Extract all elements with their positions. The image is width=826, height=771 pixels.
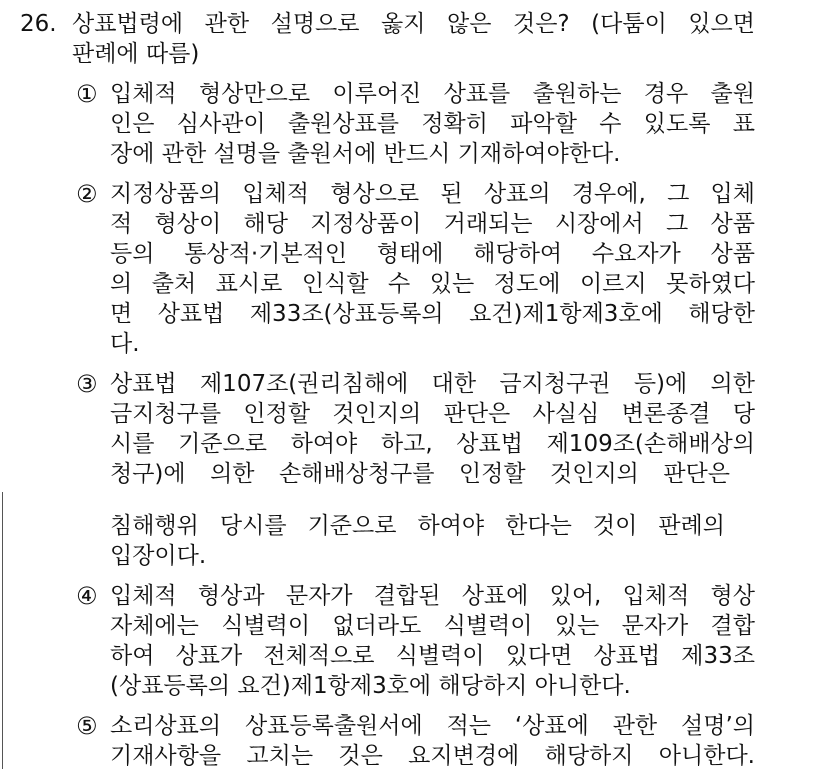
option-text-line: 면 상표법 제33조(상표등록의 요건)제1항제3호에 해당한 xyxy=(110,301,755,327)
option-text-line: 상표법 제107조(권리침해에 대한 금지청구권 등)에 의한 xyxy=(110,371,755,397)
option-text-line: 등의 통상적·기본적인 형태에 해당하여 수요자가 상품 xyxy=(110,241,755,267)
option-text-line: 하여 상표가 전체적으로 식별력이 있다면 상표법 제33조 xyxy=(110,643,755,669)
option-text-line: 시를 기준으로 하여야 하고, 상표법 제109조(손해배상의 xyxy=(110,431,755,457)
option-text-line: (상표등록의 요건)제1항제3호에 해당하지 아니한다. xyxy=(110,673,631,699)
question-text-line: 상표법령에 관한 설명으로 옳지 않은 것은? (다툼이 있으면 xyxy=(72,11,755,37)
option-marker: ① xyxy=(76,80,98,108)
option-marker: ③ xyxy=(76,370,98,398)
option-text-line: 청구)에 의한 손해배상청구를 인정할 것인지의 판단은 xyxy=(110,461,730,487)
option-marker: ② xyxy=(76,180,98,208)
question-text-line: 판례에 따름) xyxy=(72,41,200,67)
option-text-line: 침해행위 당시를 기준으로 하여야 한다는 것이 판례의 xyxy=(110,513,725,539)
option-text-line: 지정상품의 입체적 형상으로 된 상표의 경우에, 그 입체 xyxy=(110,181,755,207)
page-margin-line xyxy=(2,492,3,769)
option-marker: ⑤ xyxy=(76,712,98,740)
option-text-line: 장에 관한 설명을 출원서에 반드시 기재하여야한다. xyxy=(110,141,621,167)
option-text-line: 적 형상이 해당 지정상품이 거래되는 시장에서 그 상품 xyxy=(110,211,755,237)
option-text-line: 금지청구를 인정할 것인지의 판단은 사실심 변론종결 당 xyxy=(110,401,755,427)
option-text-line: 인은 심사관이 출원상표를 정확히 파악할 수 있도록 표 xyxy=(110,111,755,137)
option-text-line: 입장이다. xyxy=(110,543,207,569)
option-text-line: 기재사항을 고치는 것은 요지변경에 해당하지 아니한다. xyxy=(110,743,755,769)
option-text-line: 입체적 형상과 문자가 결합된 상표에 있어, 입체적 형상 xyxy=(110,583,755,609)
option-text-line: 입체적 형상만으로 이루어진 상표를 출원하는 경우 출원 xyxy=(110,81,755,107)
option-text-line: 의 출처 표시로 인식할 수 있는 정도에 이르지 못하였다 xyxy=(110,271,755,297)
option-text-line: 소리상표의 상표등록출원서에 적는 ‘상표에 관한 설명’의 xyxy=(110,713,755,739)
option-text-line: 다. xyxy=(110,331,140,357)
question-number: 26. xyxy=(20,11,57,37)
option-text-line: 자체에는 식별력이 없더라도 식별력이 있는 문자가 결합 xyxy=(110,613,755,639)
option-marker: ④ xyxy=(76,582,98,610)
